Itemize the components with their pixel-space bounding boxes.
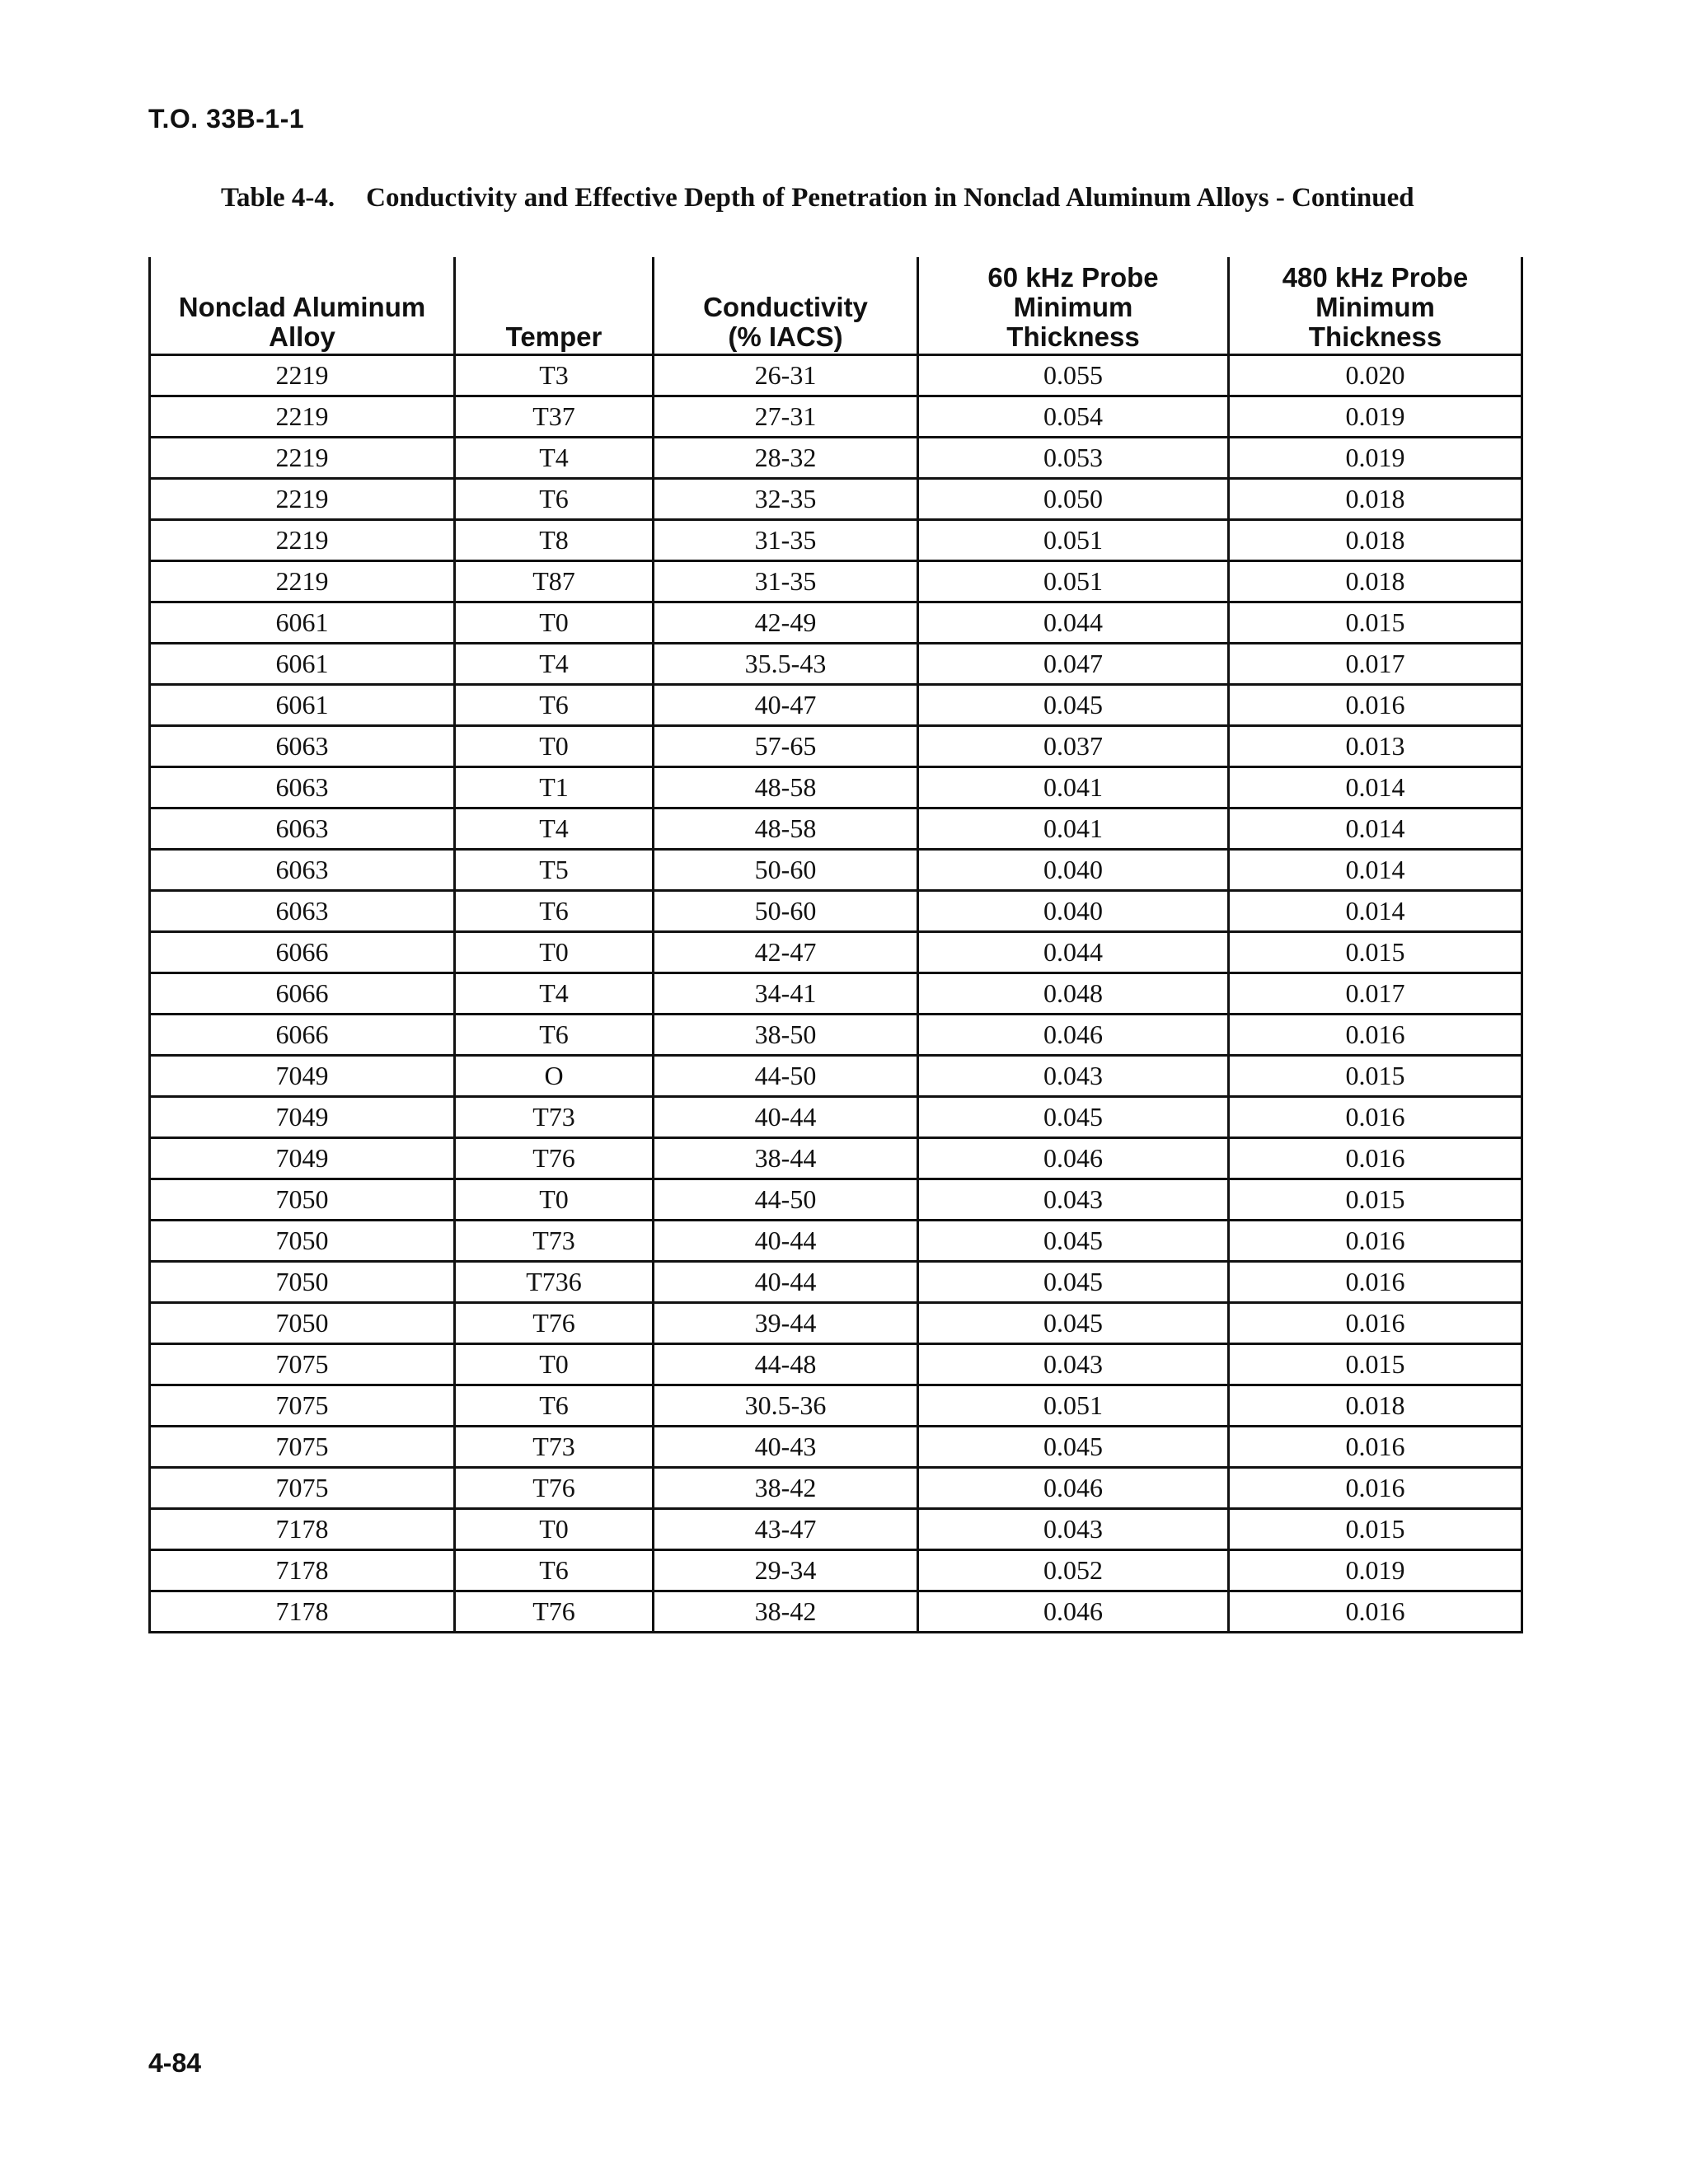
cell-temper: T73 bbox=[455, 1221, 654, 1262]
cell-480khz-thickness: 0.015 bbox=[1229, 1056, 1522, 1097]
cell-conductivity: 38-44 bbox=[654, 1138, 918, 1179]
cell-alloy: 7049 bbox=[150, 1138, 455, 1179]
cell-conductivity: 40-43 bbox=[654, 1427, 918, 1468]
cell-conductivity: 26-31 bbox=[654, 355, 918, 396]
table-row bbox=[150, 1550, 1522, 1591]
table-row bbox=[150, 1015, 1522, 1056]
cell-alloy: 7178 bbox=[150, 1550, 455, 1591]
cell-60khz-thickness: 0.051 bbox=[918, 1385, 1229, 1427]
cell-temper: T73 bbox=[455, 1097, 654, 1138]
cell-60khz-thickness: 0.043 bbox=[918, 1509, 1229, 1550]
cell-conductivity: 43-47 bbox=[654, 1509, 918, 1550]
cell-480khz-thickness: 0.016 bbox=[1229, 1303, 1522, 1344]
table-row bbox=[150, 891, 1522, 932]
cell-alloy: 2219 bbox=[150, 438, 455, 479]
table-row bbox=[150, 1056, 1522, 1097]
cell-480khz-thickness: 0.015 bbox=[1229, 1344, 1522, 1385]
cell-480khz-thickness: 0.014 bbox=[1229, 808, 1522, 850]
column-header-line: Temper bbox=[505, 321, 603, 352]
table-row bbox=[150, 561, 1522, 602]
cell-temper: T0 bbox=[455, 602, 654, 644]
column-header-60khz-thickness bbox=[918, 257, 1229, 355]
cell-60khz-thickness: 0.052 bbox=[918, 1550, 1229, 1591]
cell-60khz-thickness: 0.046 bbox=[918, 1015, 1229, 1056]
table-row bbox=[150, 479, 1522, 520]
column-header-conductivity bbox=[654, 257, 918, 355]
cell-temper: T87 bbox=[455, 561, 654, 602]
cell-480khz-thickness: 0.016 bbox=[1229, 685, 1522, 726]
table-row bbox=[150, 1591, 1522, 1633]
cell-alloy: 7050 bbox=[150, 1262, 455, 1303]
cell-conductivity: 44-48 bbox=[654, 1344, 918, 1385]
conductivity-table bbox=[148, 257, 1523, 1633]
table-row bbox=[150, 808, 1522, 850]
cell-60khz-thickness: 0.041 bbox=[918, 767, 1229, 808]
cell-alloy: 7049 bbox=[150, 1056, 455, 1097]
cell-60khz-thickness: 0.046 bbox=[918, 1591, 1229, 1633]
cell-60khz-thickness: 0.043 bbox=[918, 1056, 1229, 1097]
cell-alloy: 2219 bbox=[150, 355, 455, 396]
column-header-line: (% IACS) bbox=[728, 321, 843, 352]
cell-conductivity: 31-35 bbox=[654, 561, 918, 602]
cell-conductivity: 50-60 bbox=[654, 891, 918, 932]
cell-60khz-thickness: 0.045 bbox=[918, 685, 1229, 726]
cell-480khz-thickness: 0.016 bbox=[1229, 1138, 1522, 1179]
table-row bbox=[150, 355, 1522, 396]
cell-480khz-thickness: 0.019 bbox=[1229, 1550, 1522, 1591]
cell-60khz-thickness: 0.053 bbox=[918, 438, 1229, 479]
cell-temper: T4 bbox=[455, 808, 654, 850]
cell-conductivity: 27-31 bbox=[654, 396, 918, 438]
cell-conductivity: 31-35 bbox=[654, 520, 918, 561]
cell-conductivity: 40-44 bbox=[654, 1262, 918, 1303]
cell-conductivity: 38-42 bbox=[654, 1591, 918, 1633]
cell-temper: T76 bbox=[455, 1138, 654, 1179]
cell-60khz-thickness: 0.054 bbox=[918, 396, 1229, 438]
cell-temper: T4 bbox=[455, 973, 654, 1015]
column-header-line: Thickness bbox=[1006, 321, 1140, 352]
cell-temper: T6 bbox=[455, 1385, 654, 1427]
table-row bbox=[150, 396, 1522, 438]
cell-60khz-thickness: 0.043 bbox=[918, 1344, 1229, 1385]
cell-temper: T4 bbox=[455, 644, 654, 685]
cell-60khz-thickness: 0.047 bbox=[918, 644, 1229, 685]
cell-480khz-thickness: 0.018 bbox=[1229, 520, 1522, 561]
table-row bbox=[150, 1138, 1522, 1179]
column-header-line: Minimum bbox=[1013, 292, 1133, 322]
cell-temper: T3 bbox=[455, 355, 654, 396]
cell-conductivity: 34-41 bbox=[654, 973, 918, 1015]
page-number: 4-84 bbox=[148, 2048, 202, 2078]
cell-conductivity: 29-34 bbox=[654, 1550, 918, 1591]
cell-conductivity: 32-35 bbox=[654, 479, 918, 520]
cell-60khz-thickness: 0.045 bbox=[918, 1303, 1229, 1344]
cell-temper: T6 bbox=[455, 891, 654, 932]
cell-480khz-thickness: 0.018 bbox=[1229, 1385, 1522, 1427]
column-header-line: Alloy bbox=[269, 321, 335, 352]
cell-conductivity: 40-44 bbox=[654, 1221, 918, 1262]
cell-60khz-thickness: 0.051 bbox=[918, 520, 1229, 561]
cell-480khz-thickness: 0.016 bbox=[1229, 1262, 1522, 1303]
cell-480khz-thickness: 0.018 bbox=[1229, 479, 1522, 520]
column-header-line: Thickness bbox=[1308, 321, 1442, 352]
cell-temper: T4 bbox=[455, 438, 654, 479]
cell-480khz-thickness: 0.016 bbox=[1229, 1015, 1522, 1056]
cell-60khz-thickness: 0.048 bbox=[918, 973, 1229, 1015]
cell-480khz-thickness: 0.015 bbox=[1229, 1509, 1522, 1550]
table-row bbox=[150, 973, 1522, 1015]
table-row bbox=[150, 1385, 1522, 1427]
table-number: Table 4-4. bbox=[221, 183, 335, 213]
table-row bbox=[150, 726, 1522, 767]
cell-temper: T0 bbox=[455, 726, 654, 767]
table-header-row bbox=[150, 257, 1522, 355]
cell-480khz-thickness: 0.016 bbox=[1229, 1221, 1522, 1262]
document-id: T.O. 33B-1-1 bbox=[148, 104, 305, 134]
cell-60khz-thickness: 0.051 bbox=[918, 561, 1229, 602]
table-title: Conductivity and Effective Depth of Penetration in Nonclad Aluminum Alloys - Continued bbox=[366, 183, 1414, 213]
cell-temper: T37 bbox=[455, 396, 654, 438]
table-row bbox=[150, 850, 1522, 891]
cell-temper: T1 bbox=[455, 767, 654, 808]
table-row bbox=[150, 1427, 1522, 1468]
column-header-line: Conductivity bbox=[703, 292, 868, 322]
cell-alloy: 6063 bbox=[150, 726, 455, 767]
cell-60khz-thickness: 0.046 bbox=[918, 1468, 1229, 1509]
column-header-line: 480 kHz Probe bbox=[1282, 262, 1469, 293]
cell-480khz-thickness: 0.016 bbox=[1229, 1591, 1522, 1633]
table-row bbox=[150, 767, 1522, 808]
cell-alloy: 7050 bbox=[150, 1179, 455, 1221]
column-header-line: Nonclad Aluminum bbox=[178, 292, 426, 322]
cell-temper: T0 bbox=[455, 1344, 654, 1385]
cell-480khz-thickness: 0.014 bbox=[1229, 891, 1522, 932]
cell-temper: T8 bbox=[455, 520, 654, 561]
cell-60khz-thickness: 0.046 bbox=[918, 1138, 1229, 1179]
cell-480khz-thickness: 0.017 bbox=[1229, 644, 1522, 685]
cell-conductivity: 39-44 bbox=[654, 1303, 918, 1344]
table-row bbox=[150, 438, 1522, 479]
cell-temper: T6 bbox=[455, 1550, 654, 1591]
cell-alloy: 2219 bbox=[150, 520, 455, 561]
cell-480khz-thickness: 0.016 bbox=[1229, 1097, 1522, 1138]
cell-480khz-thickness: 0.015 bbox=[1229, 602, 1522, 644]
cell-temper: T76 bbox=[455, 1468, 654, 1509]
table-row bbox=[150, 520, 1522, 561]
cell-480khz-thickness: 0.020 bbox=[1229, 355, 1522, 396]
cell-60khz-thickness: 0.045 bbox=[918, 1427, 1229, 1468]
cell-60khz-thickness: 0.044 bbox=[918, 932, 1229, 973]
cell-alloy: 6066 bbox=[150, 973, 455, 1015]
table-row bbox=[150, 602, 1522, 644]
cell-alloy: 7075 bbox=[150, 1385, 455, 1427]
cell-alloy: 6061 bbox=[150, 602, 455, 644]
cell-conductivity: 44-50 bbox=[654, 1056, 918, 1097]
cell-alloy: 7050 bbox=[150, 1303, 455, 1344]
cell-temper: O bbox=[455, 1056, 654, 1097]
cell-60khz-thickness: 0.045 bbox=[918, 1221, 1229, 1262]
table-row bbox=[150, 1097, 1522, 1138]
cell-alloy: 7075 bbox=[150, 1468, 455, 1509]
table-row bbox=[150, 1221, 1522, 1262]
cell-480khz-thickness: 0.016 bbox=[1229, 1427, 1522, 1468]
cell-60khz-thickness: 0.040 bbox=[918, 850, 1229, 891]
cell-alloy: 2219 bbox=[150, 561, 455, 602]
cell-conductivity: 38-42 bbox=[654, 1468, 918, 1509]
cell-conductivity: 48-58 bbox=[654, 767, 918, 808]
cell-alloy: 7178 bbox=[150, 1509, 455, 1550]
cell-60khz-thickness: 0.041 bbox=[918, 808, 1229, 850]
table-row bbox=[150, 1262, 1522, 1303]
table-row bbox=[150, 1468, 1522, 1509]
table-row bbox=[150, 685, 1522, 726]
cell-60khz-thickness: 0.055 bbox=[918, 355, 1229, 396]
cell-alloy: 6063 bbox=[150, 891, 455, 932]
cell-alloy: 2219 bbox=[150, 396, 455, 438]
cell-conductivity: 40-47 bbox=[654, 685, 918, 726]
cell-temper: T0 bbox=[455, 1509, 654, 1550]
cell-480khz-thickness: 0.019 bbox=[1229, 396, 1522, 438]
cell-temper: T6 bbox=[455, 685, 654, 726]
cell-alloy: 6066 bbox=[150, 932, 455, 973]
cell-60khz-thickness: 0.044 bbox=[918, 602, 1229, 644]
table-caption bbox=[221, 183, 1414, 213]
cell-conductivity: 42-49 bbox=[654, 602, 918, 644]
cell-temper: T6 bbox=[455, 1015, 654, 1056]
cell-alloy: 7075 bbox=[150, 1344, 455, 1385]
cell-alloy: 6063 bbox=[150, 808, 455, 850]
cell-conductivity: 50-60 bbox=[654, 850, 918, 891]
column-header-line: 60 kHz Probe bbox=[987, 262, 1159, 293]
table-body bbox=[150, 355, 1522, 1633]
cell-480khz-thickness: 0.014 bbox=[1229, 850, 1522, 891]
table-row bbox=[150, 1344, 1522, 1385]
cell-alloy: 6061 bbox=[150, 685, 455, 726]
cell-temper: T76 bbox=[455, 1591, 654, 1633]
cell-60khz-thickness: 0.040 bbox=[918, 891, 1229, 932]
cell-conductivity: 44-50 bbox=[654, 1179, 918, 1221]
cell-temper: T76 bbox=[455, 1303, 654, 1344]
cell-conductivity: 28-32 bbox=[654, 438, 918, 479]
cell-alloy: 2219 bbox=[150, 479, 455, 520]
table-row bbox=[150, 932, 1522, 973]
cell-480khz-thickness: 0.013 bbox=[1229, 726, 1522, 767]
cell-temper: T73 bbox=[455, 1427, 654, 1468]
cell-alloy: 7049 bbox=[150, 1097, 455, 1138]
table-row bbox=[150, 1509, 1522, 1550]
cell-480khz-thickness: 0.018 bbox=[1229, 561, 1522, 602]
table-row bbox=[150, 644, 1522, 685]
cell-temper: T0 bbox=[455, 1179, 654, 1221]
cell-alloy: 6066 bbox=[150, 1015, 455, 1056]
cell-alloy: 6063 bbox=[150, 850, 455, 891]
cell-alloy: 7050 bbox=[150, 1221, 455, 1262]
cell-temper: T5 bbox=[455, 850, 654, 891]
cell-60khz-thickness: 0.050 bbox=[918, 479, 1229, 520]
cell-alloy: 6063 bbox=[150, 767, 455, 808]
cell-temper: T736 bbox=[455, 1262, 654, 1303]
cell-60khz-thickness: 0.045 bbox=[918, 1097, 1229, 1138]
cell-alloy: 6061 bbox=[150, 644, 455, 685]
cell-480khz-thickness: 0.015 bbox=[1229, 932, 1522, 973]
cell-conductivity: 38-50 bbox=[654, 1015, 918, 1056]
cell-480khz-thickness: 0.016 bbox=[1229, 1468, 1522, 1509]
table-row bbox=[150, 1179, 1522, 1221]
cell-temper: T0 bbox=[455, 932, 654, 973]
cell-60khz-thickness: 0.045 bbox=[918, 1262, 1229, 1303]
column-header-alloy bbox=[150, 257, 455, 355]
cell-conductivity: 42-47 bbox=[654, 932, 918, 973]
cell-480khz-thickness: 0.017 bbox=[1229, 973, 1522, 1015]
column-header-line: Minimum bbox=[1315, 292, 1435, 322]
cell-60khz-thickness: 0.043 bbox=[918, 1179, 1229, 1221]
cell-conductivity: 35.5-43 bbox=[654, 644, 918, 685]
cell-480khz-thickness: 0.019 bbox=[1229, 438, 1522, 479]
cell-conductivity: 40-44 bbox=[654, 1097, 918, 1138]
cell-480khz-thickness: 0.015 bbox=[1229, 1179, 1522, 1221]
cell-conductivity: 57-65 bbox=[654, 726, 918, 767]
cell-temper: T6 bbox=[455, 479, 654, 520]
cell-480khz-thickness: 0.014 bbox=[1229, 767, 1522, 808]
column-header-480khz-thickness bbox=[1229, 257, 1522, 355]
cell-conductivity: 48-58 bbox=[654, 808, 918, 850]
cell-alloy: 7178 bbox=[150, 1591, 455, 1633]
table-row bbox=[150, 1303, 1522, 1344]
cell-conductivity: 30.5-36 bbox=[654, 1385, 918, 1427]
cell-60khz-thickness: 0.037 bbox=[918, 726, 1229, 767]
column-header-temper bbox=[455, 257, 654, 355]
cell-alloy: 7075 bbox=[150, 1427, 455, 1468]
